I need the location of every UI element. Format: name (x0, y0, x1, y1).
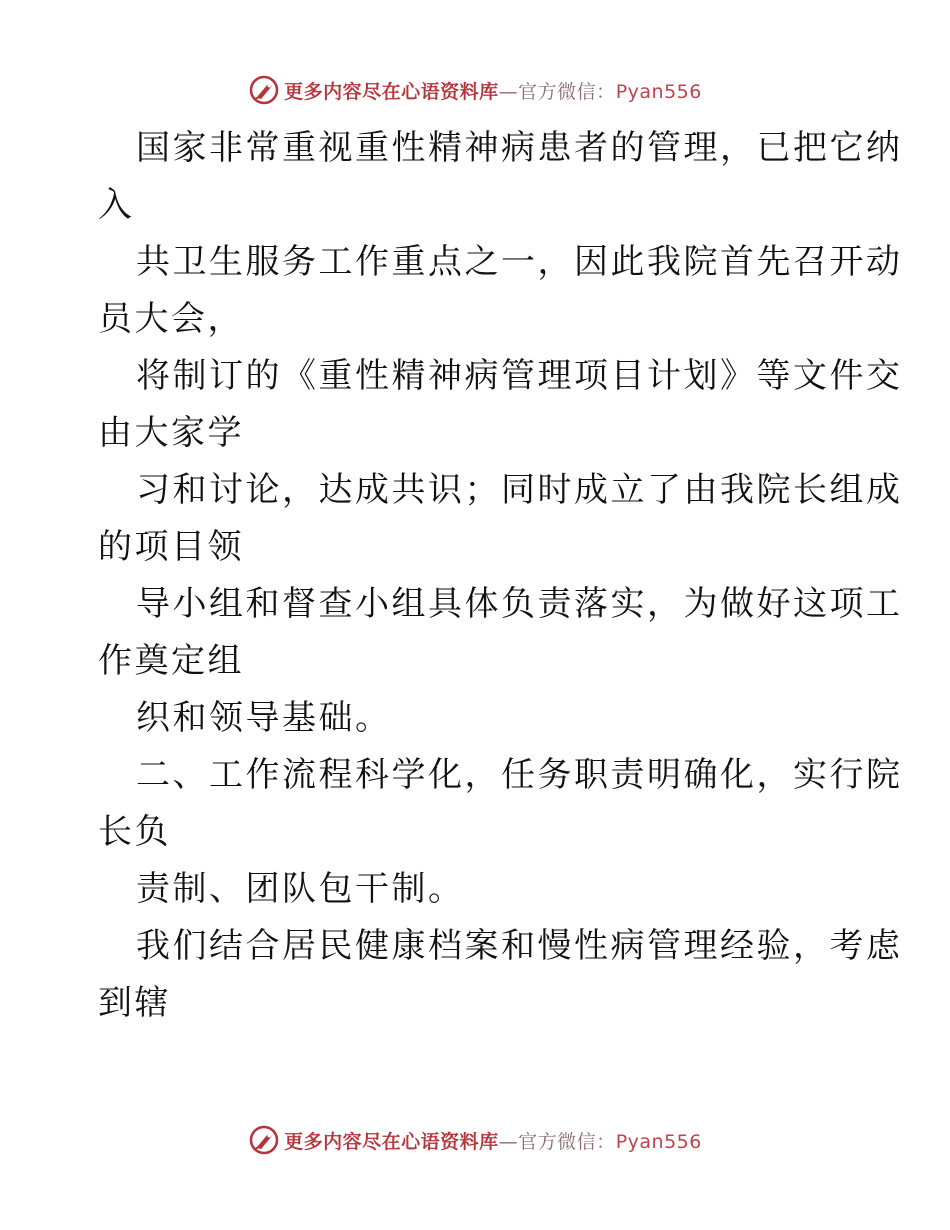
text-line: 入 (98, 185, 135, 225)
text-line: 我们结合居民健康档案和慢性病管理经验，考虑 (136, 926, 903, 966)
footer-banner-wechat-id: Pyan556 (615, 1130, 702, 1153)
footer-banner-text (284, 1127, 702, 1154)
header-banner-wechat-label: 官方微信： (518, 80, 616, 103)
header-banner-brand: 更多内容尽在心语资料库 (284, 80, 499, 103)
text-line: 的项目领 (98, 527, 244, 567)
text-line: 作奠定组 (98, 641, 244, 681)
text-line: 由大家学 (98, 413, 244, 453)
header-banner-text (284, 77, 702, 104)
text-line: 习和讨论，达成共识；同时成立了由我院长组成 (136, 470, 903, 510)
footer-banner-brand: 更多内容尽在心语资料库 (284, 1130, 499, 1153)
header-banner (0, 70, 950, 110)
text-line: 将制订的《重性精神病管理项目计划》等文件交 (136, 356, 903, 396)
footer-banner (0, 1120, 950, 1160)
header-banner-separator: — (498, 80, 519, 103)
text-line: 二、工作流程科学化，任务职责明确化，实行院 (136, 755, 903, 795)
text-line: 国家非常重视重性精神病患者的管理，已把它纳 (136, 128, 903, 168)
text-line: 到辖 (98, 983, 171, 1023)
text-line: 责制、团队包干制。 (136, 869, 465, 909)
text-line: 员大会， (98, 299, 244, 339)
header-banner-wechat-id: Pyan556 (615, 80, 702, 103)
text-line: 长负 (98, 812, 171, 852)
footer-banner-separator: — (498, 1130, 519, 1153)
text-line: 织和领导基础。 (136, 698, 392, 738)
text-line: 共卫生服务工作重点之一，因此我院首先召开动 (136, 242, 903, 282)
document-body (98, 120, 903, 1032)
pen-nib-circle-icon (248, 1124, 280, 1156)
footer-banner-wechat-label: 官方微信： (518, 1130, 616, 1153)
pen-nib-circle-icon (248, 74, 280, 106)
text-line: 导小组和督查小组具体负责落实，为做好这项工 (136, 584, 903, 624)
